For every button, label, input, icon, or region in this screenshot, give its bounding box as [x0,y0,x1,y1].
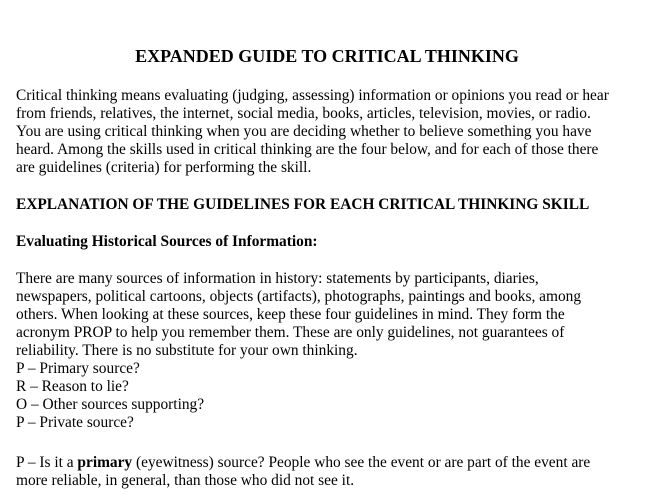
primary-suffix: (eyewitness) source? People who see the event or are part of the event are [132,454,591,471]
body-line: others. When looking at these sources, keep these four guidelines in mind. They form the [16,306,565,323]
list-item: O – Other sources supporting? [16,396,205,413]
page-title: EXPANDED GUIDE TO CRITICAL THINKING [135,46,519,66]
body-line: reliability. There is no substitute for your own thinking. [16,342,358,359]
body-line: acronym PROP to help you remember them. These are only guidelines, not guarantees of [16,324,565,341]
intro-line: heard. Among the skills used in critical thinking are the four below, and for each of those there [16,141,599,158]
primary-bold-word: primary [77,454,133,471]
intro-line: are guidelines (criteria) for performing the skill. [16,159,312,176]
list-item: R – Reason to lie? [16,378,129,395]
body-line: There are many sources of information in history: statements by participants, diaries, [16,270,539,287]
intro-line: from friends, relatives, the internet, social media, books, articles, television, movies, or radio. [16,105,591,122]
body-line: newspapers, political cartoons, objects (artifacts), photographs, paintings and books, among [16,288,582,305]
intro-line: Critical thinking means evaluating (judging, assessing) information or opinions you read or hear [16,87,609,104]
subheading: Evaluating Historical Sources of Information: [16,233,318,250]
section-heading: EXPLANATION OF THE GUIDELINES FOR EACH CRITICAL THINKING SKILL [16,196,590,213]
list-item: P – Private source? [16,414,134,431]
primary-line-2: more reliable, in general, than those who did not see it. [16,472,355,489]
primary-line [16,454,590,472]
intro-line: You are using critical thinking when you are deciding whether to believe something you have [16,123,592,140]
primary-prefix: P – Is it a [16,454,78,471]
list-item: P – Primary source? [16,360,140,377]
